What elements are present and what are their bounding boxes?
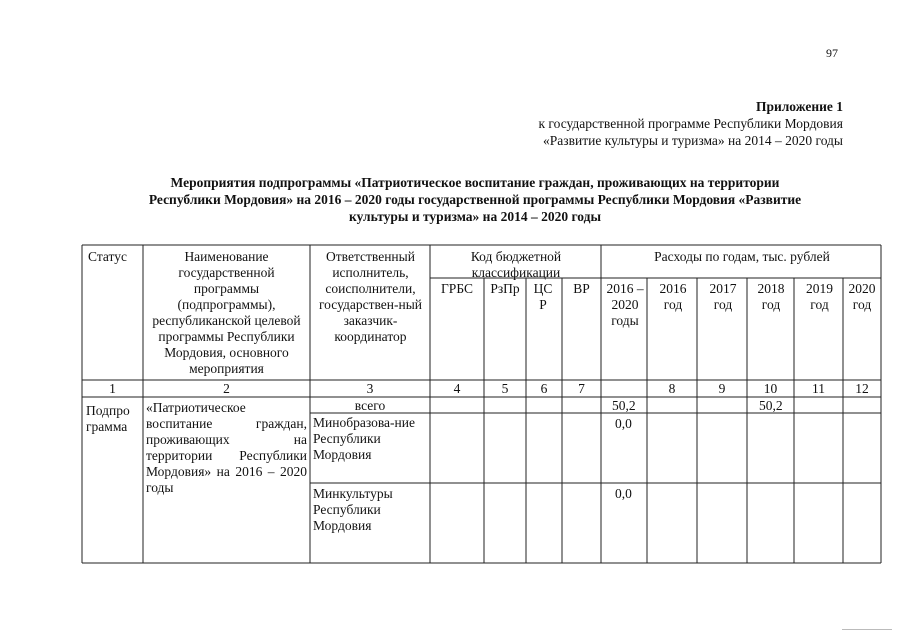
header-rzpr: РзПр — [490, 281, 520, 296]
column-number: 12 — [855, 381, 869, 396]
page-number: 97 — [826, 46, 838, 60]
executor-total-label: всего — [354, 398, 386, 413]
column-number: 1 — [109, 381, 116, 396]
column-number: 8 — [668, 381, 676, 396]
column-number: 3 — [366, 381, 374, 396]
header-status: Статус — [88, 249, 127, 264]
document-heading-line2: Республики Мордовия» на 2016 – 2020 годы государственной программы Республики Мордовия «Развитие — [148, 192, 802, 207]
column-number: 10 — [763, 381, 778, 396]
executor-total-2018: 50,2 — [759, 398, 783, 413]
header-year-2017: 2017 год — [709, 281, 737, 312]
header-year-2019: 2019 год — [806, 281, 833, 312]
header-vr: ВР — [573, 281, 590, 296]
header-expenses: Расходы по годам, тыс. рублей — [654, 249, 830, 264]
executor-minobr-amount: 0,0 — [615, 416, 632, 431]
document-heading-line1: Мероприятия подпрограммы «Патриотическое воспитание граждан, проживающих на территории — [170, 175, 780, 190]
document-heading-line3: культуры и туризма» на 2014 – 2020 годы — [349, 209, 601, 224]
header-name: Наименование государственной программы (подпрограммы), республиканской целевой программы Республики Мордовия, основного мероприятия — [152, 249, 301, 376]
header-grbs: ГРБС — [441, 281, 473, 296]
appendix-subtitle-line2: «Развитие культуры и туризма» на 2014 – 2020 годы — [543, 133, 843, 148]
column-number: 5 — [501, 381, 509, 396]
executor-minkult-label: Минкультуры Республики Мордовия — [313, 486, 393, 533]
column-number: 9 — [718, 381, 726, 396]
executor-minobr-label: Минобразова-ние Республики Мордовия — [313, 415, 415, 462]
header-responsible: Ответственный исполнитель, соисполнители, государствен-ный заказчик-координатор — [318, 249, 423, 344]
appendix-subtitle-line1: к государственной программе Республики Мордовия — [538, 116, 843, 131]
column-number: 7 — [578, 381, 585, 396]
column-number: 6 — [540, 381, 548, 396]
header-year-2018: 2018 год — [757, 281, 785, 312]
row-name: «Патриотическое воспитание граждан, проживающих на территории Республики Мордовия» на 2016 – 2020 годы — [146, 400, 307, 495]
scan-artifact-line — [842, 629, 892, 630]
executor-total-amount: 50,2 — [612, 398, 636, 413]
appendix-title: Приложение 1 — [755, 99, 843, 114]
column-number: 2 — [223, 381, 230, 396]
header-year-2016-2020: 2016 – 2020 годы — [606, 281, 644, 328]
header-budget-code: Код бюджетной классификации — [470, 249, 562, 280]
executor-minkult-amount: 0,0 — [615, 486, 632, 501]
column-number: 4 — [453, 381, 461, 396]
header-year-2016: 2016 год — [659, 281, 687, 312]
header-year-2020: 2020 год — [848, 281, 876, 312]
row-status: Подпро грамма — [86, 403, 130, 434]
column-number: 11 — [812, 381, 825, 396]
header-csr: ЦС Р — [533, 281, 553, 312]
